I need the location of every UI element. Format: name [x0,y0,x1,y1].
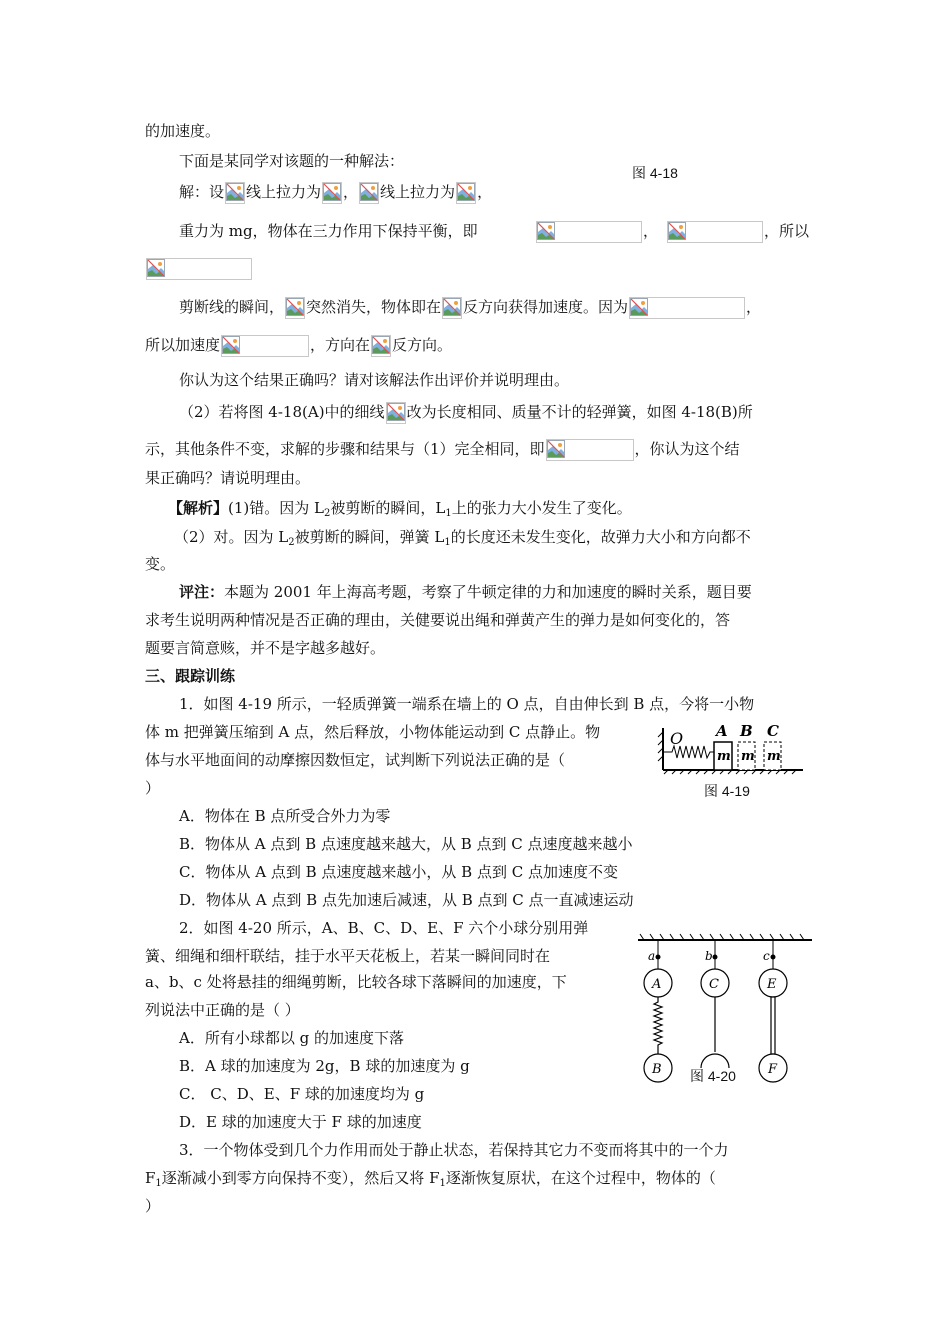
option-a: A．所有小球都以 g 的加速度下落 [179,1029,404,1047]
broken-image-icon [387,403,405,421]
image-placeholder [386,402,406,424]
subscript: 1 [439,1178,446,1189]
section-heading: 三、跟踪训练 [145,667,236,685]
option-d: D．物体从 A 点到 B 点先加速后减速，从 B 点到 C 点一直减速运动 [179,891,634,909]
label-b: B [740,722,753,740]
broken-image-icon [443,298,461,316]
figure-caption: 图 4-19 [704,783,750,799]
image-placeholder [322,182,342,204]
text: （2）对。因为 L [174,528,289,546]
subscript: 2 [324,508,331,519]
paragraph: 变。 [145,555,176,573]
paragraph [179,296,761,319]
paragraph [145,334,452,357]
text: ， [343,183,359,201]
text: 逐渐恢复原状，在这个过程中，物体的（ [445,1169,716,1187]
paragraph: 下面是某同学对该题的一种解法： [179,152,405,170]
text: （2）若将图 4-18(A)中的细线 [179,403,385,421]
question-1: 体 m 把弹簧压缩到 A 点，然后释放，小物体能运动到 C 点静止。物 [145,723,601,741]
question-3 [145,1167,716,1195]
label-a: a [648,949,656,963]
text: (1)错。因为 L [228,499,324,517]
question-3: ） [145,1197,161,1215]
broken-image-icon [537,222,555,240]
broken-image-icon [372,336,390,354]
text: 反方向。 [392,336,453,354]
text: ， [746,298,762,316]
image-placeholder [371,335,391,357]
image-placeholder [629,297,745,319]
broken-image-icon [630,298,648,316]
question-1: 体与水平地面间的动摩擦因数恒定，试判断下列说法正确的是（ [145,751,566,769]
broken-image-icon [457,183,475,201]
figure-caption: 图 4-18 [632,165,678,181]
option-c: C．物体从 A 点到 B 点速度越来越小，从 B 点到 C 点加速度不变 [179,863,618,881]
text: 线上拉力为 [246,183,322,201]
label-m: m [741,749,755,764]
text: 被剪断的瞬间，L [330,499,446,517]
solution-line [179,181,492,204]
paragraph: 的加速度。 [145,122,221,140]
broken-image-icon [286,298,304,316]
subscript: 2 [288,537,295,548]
label-c: C [767,722,779,740]
paragraph [145,438,740,461]
note-line [179,581,752,603]
label-m: m [717,749,731,764]
image-placeholder [442,297,462,319]
label-b: b [705,949,713,963]
question-1: 1．如图 4-19 所示，一轻质弹簧一端系在墙上的 O 点，自由伸长到 B 点，今将一小物 [179,695,755,713]
text: ，方向在 [310,336,371,354]
note-label: 评注： [179,583,225,601]
question-1: ） [145,779,161,797]
figure-caption: 图 4-20 [690,1068,736,1084]
option-b: B．A 球的加速度为 2g，B 球的加速度为 g [179,1057,470,1075]
label-a: A [716,722,728,740]
broken-image-icon [360,183,378,201]
text: ， [643,222,659,240]
text: 突然消失，物体即在 [306,298,442,316]
image-placeholder [546,439,634,461]
image-placeholder [536,221,642,243]
broken-image-icon [147,259,165,277]
equation-row [145,257,253,280]
text: F [145,1169,156,1187]
figure-4-20 [636,932,814,1088]
analysis-1 [168,497,632,525]
broken-image-icon [226,183,244,201]
label-ball-a: A [652,977,662,992]
text: 反方向获得加速度。因为 [463,298,629,316]
subscript: 1 [444,537,451,548]
image-placeholder [359,182,379,204]
text: 示，其他条件不变，求解的步骤和结果与（1）完全相同，即 [145,440,545,458]
label-m: m [767,749,781,764]
text: ， [477,183,493,201]
subscript: 1 [155,1178,162,1189]
note-line: 题要言简意赅，并不是字越多越好。 [145,639,386,657]
image-placeholder [667,221,763,243]
paragraph [179,401,753,424]
image-placeholder [285,297,305,319]
label-ball-f: F [768,1062,778,1077]
label-ball-e: E [767,977,777,992]
text: ，你认为这个结 [634,440,740,458]
broken-image-icon [222,336,240,354]
paragraph: 你认为这个结果正确吗？请对该解法作出评价并说明理由。 [179,371,570,389]
option-b: B．物体从 A 点到 B 点速度越来越大，从 B 点到 C 点速度越来越小 [179,835,633,853]
text: 被剪断的瞬间，弹簧 L [294,528,445,546]
question-3: 3．一个物体受到几个力作用而处于静止状态，若保持其它力不变而将其中的一个力 [179,1141,729,1159]
label-ball-b: B [652,1062,662,1077]
option-c: C． C、D、E、F 球的加速度均为 g [179,1085,425,1103]
text: 所以加速度 [145,336,221,354]
text: 剪断线的瞬间， [179,298,285,316]
text: ，所以 [764,222,810,240]
note-line: 求考生说明两种情况是否正确的理由，关健要说出绳和弹黄产生的弹力是如何变化的，答 [145,611,731,629]
text: 上的张力大小发生了变化。 [451,499,632,517]
image-placeholder [225,182,245,204]
broken-image-icon [668,222,686,240]
text: 逐渐减小到零方向保持不变），然后又将 F [161,1169,440,1187]
image-placeholder [146,258,252,280]
label-c: c [763,949,770,963]
subscript: 1 [445,508,452,519]
question-2: a、b、c 处将悬挂的细绳剪断，比较各球下落瞬间的加速度，下 [145,973,567,991]
broken-image-icon [323,183,341,201]
question-2: 列说法中正确的是（ ） [145,1001,300,1019]
figure-4-19 [660,718,805,774]
image-placeholder [221,335,309,357]
text: 解：设 [179,183,225,201]
image-placeholder [456,182,476,204]
question-2: 2．如图 4-20 所示，A、B、C、D、E、F 六个小球分别用弹 [179,919,589,937]
question-2: 簧、细绳和细杆联结，挂于水平天花板上，若某一瞬间同时在 [145,947,551,965]
broken-image-icon [547,440,565,458]
analysis-2 [174,526,751,554]
text: 改为长度相同、质量不计的轻弹簧，如图 4-18(B)所 [406,403,753,421]
analysis-label: 【解析】 [168,499,229,517]
text: 重力为 mg，物体在三力作用下保持平衡，即 [179,222,478,240]
option-a: A．物体在 B 点所受合外力为零 [179,807,391,825]
paragraph: 果正确吗？请说明理由。 [145,469,311,487]
text: 线上拉力为 [380,183,456,201]
text: 本题为 2001 年上海高考题，考察了牛顿定律的力和加速度的瞬时关系，题目要 [224,583,752,601]
option-d: D．E 球的加速度大于 F 球的加速度 [179,1113,422,1131]
label-o: O [670,729,684,748]
equation-row [535,220,809,243]
paragraph [179,220,478,242]
label-ball-c: C [709,977,719,992]
text: 的长度还未发生变化，故弹力大小和方向都不 [450,528,751,546]
